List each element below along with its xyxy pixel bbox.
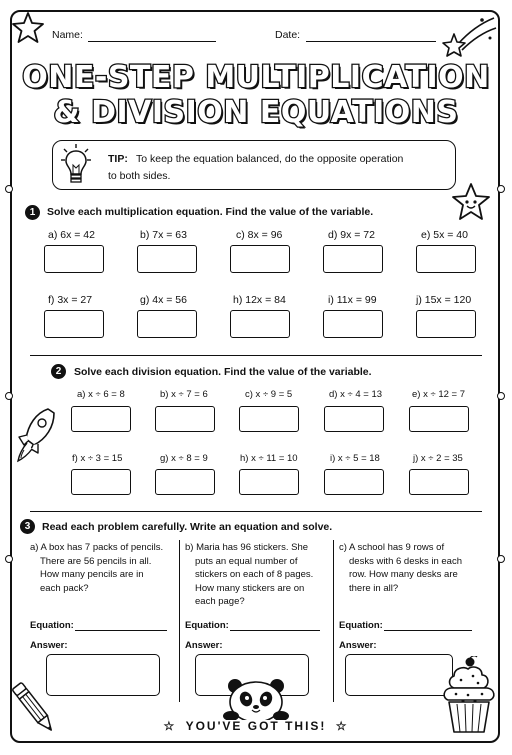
ring-left-1 <box>5 185 13 193</box>
s1-eq-g: g) 4x = 56 <box>140 294 187 306</box>
ring-left-2 <box>5 392 13 400</box>
ring-left-3 <box>5 555 13 563</box>
problem-c-answer-box[interactable] <box>345 654 453 696</box>
problem-b-line: stickers on each of 8 pages. <box>195 569 314 580</box>
problem-c-line: row. How many desks are <box>349 569 458 580</box>
s2-eq-g: g) x ÷ 8 = 9 <box>160 453 208 464</box>
s1-eq-d: d) 9x = 72 <box>328 229 375 241</box>
star-icon <box>10 10 46 46</box>
s2-answer-g[interactable] <box>155 469 215 495</box>
s2-eq-d: d) x ÷ 4 = 13 <box>329 389 383 400</box>
name-label: Name: <box>52 29 83 41</box>
ring-right-1 <box>497 185 505 193</box>
footer-text: YOU'VE GOT THIS! <box>185 719 327 733</box>
s1-eq-e: e) 5x = 40 <box>421 229 468 241</box>
problem-c-line: c) A school has 9 rows of <box>339 542 445 553</box>
s2-eq-a: a) x ÷ 6 = 8 <box>77 389 125 400</box>
s2-eq-b: b) x ÷ 7 = 6 <box>160 389 208 400</box>
problem-a-equation-field[interactable] <box>75 630 167 631</box>
star-icon: ☆ <box>163 719 177 733</box>
s2-answer-e[interactable] <box>409 406 469 432</box>
problem-a-text <box>30 541 163 595</box>
rocket-icon <box>14 405 60 467</box>
s1-answer-b[interactable] <box>137 245 197 273</box>
section-2-number: 2 <box>51 364 66 379</box>
s1-answer-a[interactable] <box>44 245 104 273</box>
section-3-title: Read each problem carefully. Write an equation and solve. <box>42 521 333 533</box>
problem-b-answer-label: Answer: <box>185 640 223 651</box>
title-line-1: ONE-STEP MULTIPLICATION <box>22 60 490 95</box>
s2-eq-c: c) x ÷ 9 = 5 <box>245 389 293 400</box>
lightbulb-icon <box>60 143 92 187</box>
s2-eq-h: h) x ÷ 11 = 10 <box>240 453 298 464</box>
s2-answer-j[interactable] <box>409 469 469 495</box>
section-1-title: Solve each multiplication equation. Find the value of the variable. <box>47 206 374 218</box>
s2-eq-j: j) x ÷ 2 = 35 <box>413 453 463 464</box>
s1-answer-d[interactable] <box>323 245 383 273</box>
s1-eq-h: h) 12x = 84 <box>233 294 286 306</box>
section-divider-2 <box>30 511 482 512</box>
s1-answer-e[interactable] <box>416 245 476 273</box>
problem-a-line: a) A box has 7 packs of pencils. <box>30 542 164 553</box>
problem-b-equation-label: Equation: <box>185 620 229 631</box>
s1-eq-b: b) 7x = 63 <box>140 229 187 241</box>
problem-b-line: each page? <box>195 596 245 607</box>
s1-eq-i: i) 11x = 99 <box>328 294 377 306</box>
problem-divider-2 <box>333 540 334 702</box>
tip-text-line-1: To keep the equation balanced, do the opposite operation <box>136 153 404 165</box>
s1-eq-f: f) 3x = 27 <box>48 294 93 306</box>
name-field[interactable] <box>88 41 216 42</box>
s1-answer-g[interactable] <box>137 310 197 338</box>
ring-right-3 <box>497 555 505 563</box>
s2-eq-f: f) x ÷ 3 = 15 <box>72 453 123 464</box>
problem-a-answer-box[interactable] <box>46 654 160 696</box>
date-field[interactable] <box>306 41 436 42</box>
ring-right-2 <box>497 392 505 400</box>
problem-c-line: there in all? <box>349 582 399 594</box>
problem-a-line: There are 56 pencils in all. <box>40 555 152 567</box>
s2-answer-b[interactable] <box>155 406 215 432</box>
problem-a-equation-label: Equation: <box>30 620 74 631</box>
problem-a-line: each pack? <box>40 582 89 594</box>
section-3-number: 3 <box>20 519 35 534</box>
s2-answer-d[interactable] <box>324 406 384 432</box>
s1-eq-a: a) 6x = 42 <box>48 229 95 241</box>
panda-icon <box>217 678 295 720</box>
s1-eq-j: j) 15x = 120 <box>416 294 472 306</box>
s1-answer-h[interactable] <box>230 310 290 338</box>
smiling-star-icon <box>450 182 492 222</box>
problem-b-equation-field[interactable] <box>230 630 320 631</box>
problem-b-line: How many stickers are on <box>195 582 305 594</box>
shooting-star-icon <box>440 12 498 58</box>
problem-b-line: puts an equal number of <box>195 555 298 567</box>
star-icon: ☆ <box>335 719 349 733</box>
s2-eq-i: i) x ÷ 5 = 18 <box>330 453 380 464</box>
title-line-2: & DIVISION EQUATIONS <box>53 95 459 130</box>
s1-answer-c[interactable] <box>230 245 290 273</box>
problem-divider-1 <box>179 540 180 702</box>
date-label: Date: <box>275 29 301 41</box>
problem-c-text <box>339 541 462 595</box>
s2-answer-f[interactable] <box>71 469 131 495</box>
section-divider-1 <box>30 355 482 356</box>
problem-c-line: desks with 6 desks in each <box>349 555 463 567</box>
tip-label: TIP: <box>108 153 128 165</box>
s2-eq-e: e) x ÷ 12 = 7 <box>412 389 466 400</box>
problem-a-line: How many pencils are in <box>40 569 144 580</box>
problem-b-text <box>185 541 313 609</box>
footer-banner <box>0 719 512 733</box>
tip-text-line-2: to both sides. <box>108 170 171 182</box>
section-1-number: 1 <box>25 205 40 220</box>
s1-eq-c: c) 8x = 96 <box>236 229 283 241</box>
s1-answer-i[interactable] <box>323 310 383 338</box>
problem-c-equation-label: Equation: <box>339 620 383 631</box>
s2-answer-c[interactable] <box>239 406 299 432</box>
s1-answer-f[interactable] <box>44 310 104 338</box>
section-2-title: Solve each division equation. Find the value of the variable. <box>74 366 372 378</box>
problem-b-line: b) Maria has 96 stickers. She <box>185 542 309 553</box>
problem-c-equation-field[interactable] <box>384 630 472 631</box>
s2-answer-i[interactable] <box>324 469 384 495</box>
tip-box <box>52 140 456 190</box>
s2-answer-a[interactable] <box>71 406 131 432</box>
s1-answer-j[interactable] <box>416 310 476 338</box>
problem-c-answer-label: Answer: <box>339 640 377 651</box>
problem-a-answer-label: Answer: <box>30 640 68 651</box>
s2-answer-h[interactable] <box>239 469 299 495</box>
